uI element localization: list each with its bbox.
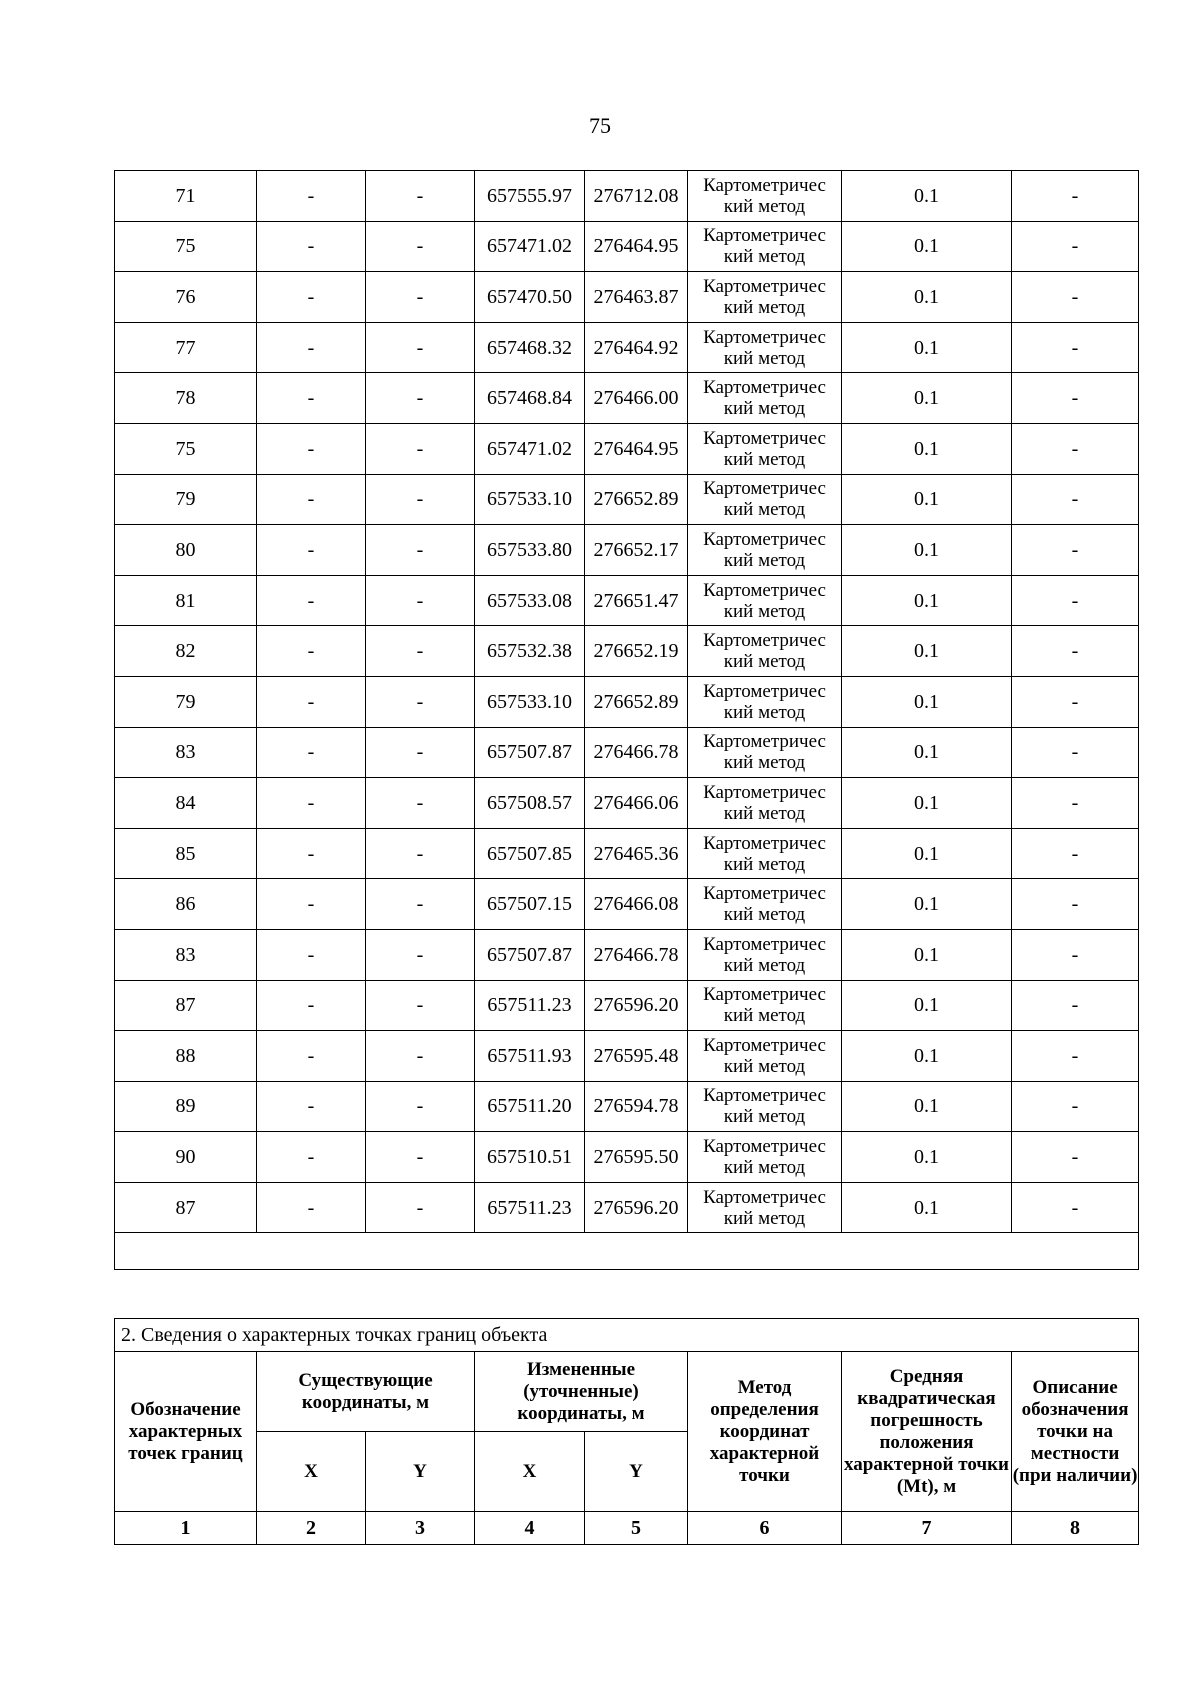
mt-cell: 0.1 [842,1081,1012,1132]
column-number: 4 [475,1512,585,1545]
existing-x-cell: - [257,828,366,879]
table-row [115,474,1139,525]
x-coordinate-cell: 657507.15 [475,879,585,930]
existing-x-cell: - [257,171,366,222]
x-coordinate-cell: 657533.10 [475,474,585,525]
point-number-cell: 75 [115,423,257,474]
method-cell: Картометричес кий метод [688,626,842,677]
existing-y-cell: - [366,778,475,829]
column-number: 7 [842,1512,1012,1545]
existing-y-cell: - [366,1081,475,1132]
y-coordinate-cell: 276651.47 [585,575,688,626]
point-number-cell: 85 [115,828,257,879]
y-coordinate-cell: 276596.20 [585,1182,688,1233]
y-coordinate-cell: 276595.48 [585,1031,688,1082]
point-number-cell: 75 [115,221,257,272]
existing-x-cell: - [257,1031,366,1082]
table-row [115,272,1139,323]
existing-y-cell: - [366,171,475,222]
coordinates-table [114,170,1139,1270]
point-number-cell: 78 [115,373,257,424]
table-row [115,879,1139,930]
header-changed-coordinates: Измененные (уточненные) координаты, м [475,1352,688,1432]
description-cell: - [1012,778,1139,829]
description-cell: - [1012,828,1139,879]
y-coordinate-cell: 276464.95 [585,221,688,272]
mt-cell: 0.1 [842,626,1012,677]
method-cell: Картометричес кий метод [688,272,842,323]
x-coordinate-cell: 657471.02 [475,221,585,272]
mt-cell: 0.1 [842,575,1012,626]
existing-y-cell: - [366,373,475,424]
method-cell: Картометричес кий метод [688,322,842,373]
header-method: Метод определения координат характерной точки [688,1352,842,1512]
x-coordinate-cell: 657507.87 [475,929,585,980]
existing-x-cell: - [257,221,366,272]
table-row [115,575,1139,626]
description-cell: - [1012,879,1139,930]
description-cell: - [1012,171,1139,222]
description-cell: - [1012,1081,1139,1132]
method-cell: Картометричес кий метод [688,929,842,980]
existing-y-cell: - [366,879,475,930]
y-coordinate-cell: 276712.08 [585,171,688,222]
existing-y-cell: - [366,828,475,879]
point-number-cell: 77 [115,322,257,373]
existing-x-cell: - [257,423,366,474]
method-cell: Картометричес кий метод [688,221,842,272]
existing-x-cell: - [257,1132,366,1183]
table-row [115,980,1139,1031]
method-cell: Картометричес кий метод [688,980,842,1031]
mt-cell: 0.1 [842,778,1012,829]
existing-x-cell: - [257,1081,366,1132]
existing-x-cell: - [257,676,366,727]
description-cell: - [1012,272,1139,323]
method-cell: Картометричес кий метод [688,727,842,778]
page-number: 75 [589,113,611,138]
point-number-cell: 83 [115,929,257,980]
y-coordinate-cell: 276466.78 [585,929,688,980]
mt-cell: 0.1 [842,929,1012,980]
boundary-points-table [114,1318,1139,1545]
existing-y-cell: - [366,423,475,474]
point-number-cell: 79 [115,676,257,727]
x-coordinate-cell: 657533.80 [475,525,585,576]
x-coordinate-cell: 657471.02 [475,423,585,474]
x-coordinate-cell: 657468.32 [475,322,585,373]
table-row [115,1132,1139,1183]
column-number: 8 [1012,1512,1139,1545]
description-cell: - [1012,575,1139,626]
y-coordinate-cell: 276652.19 [585,626,688,677]
header-changed-x: X [475,1432,585,1512]
existing-x-cell: - [257,879,366,930]
existing-y-cell: - [366,1132,475,1183]
existing-x-cell: - [257,575,366,626]
column-number: 1 [115,1512,257,1545]
method-cell: Картометричес кий метод [688,1132,842,1183]
mt-cell: 0.1 [842,980,1012,1031]
x-coordinate-cell: 657511.20 [475,1081,585,1132]
header-existing-x: X [257,1432,366,1512]
table-row [115,1031,1139,1082]
table-row [115,373,1139,424]
point-number-cell: 83 [115,727,257,778]
method-cell: Картометричес кий метод [688,575,842,626]
x-coordinate-cell: 657532.38 [475,626,585,677]
y-coordinate-cell: 276652.89 [585,676,688,727]
existing-x-cell: - [257,322,366,373]
x-coordinate-cell: 657511.23 [475,1182,585,1233]
method-cell: Картометричес кий метод [688,778,842,829]
point-number-cell: 88 [115,1031,257,1082]
method-cell: Картометричес кий метод [688,1081,842,1132]
mt-cell: 0.1 [842,525,1012,576]
description-cell: - [1012,727,1139,778]
existing-x-cell: - [257,1182,366,1233]
existing-y-cell: - [366,929,475,980]
description-cell: - [1012,423,1139,474]
existing-x-cell: - [257,626,366,677]
mt-cell: 0.1 [842,322,1012,373]
description-cell: - [1012,676,1139,727]
point-number-cell: 86 [115,879,257,930]
description-cell: - [1012,221,1139,272]
method-cell: Картометричес кий метод [688,474,842,525]
table-row [115,525,1139,576]
y-coordinate-cell: 276652.17 [585,525,688,576]
existing-y-cell: - [366,1182,475,1233]
point-number-cell: 79 [115,474,257,525]
coordinates-table-body [115,171,1139,1270]
existing-x-cell: - [257,373,366,424]
x-coordinate-cell: 657507.85 [475,828,585,879]
existing-y-cell: - [366,322,475,373]
mt-cell: 0.1 [842,221,1012,272]
y-coordinate-cell: 276464.95 [585,423,688,474]
table-row [115,727,1139,778]
mt-cell: 0.1 [842,171,1012,222]
point-number-cell: 76 [115,272,257,323]
table-row [115,626,1139,677]
point-number-cell: 71 [115,171,257,222]
x-coordinate-cell: 657468.84 [475,373,585,424]
y-coordinate-cell: 276466.00 [585,373,688,424]
existing-x-cell: - [257,727,366,778]
y-coordinate-cell: 276464.92 [585,322,688,373]
method-cell: Картометричес кий метод [688,676,842,727]
existing-y-cell: - [366,575,475,626]
point-number-cell: 87 [115,980,257,1031]
existing-x-cell: - [257,929,366,980]
x-coordinate-cell: 657507.87 [475,727,585,778]
point-number-cell: 87 [115,1182,257,1233]
description-cell: - [1012,626,1139,677]
method-cell: Картометричес кий метод [688,1031,842,1082]
mt-cell: 0.1 [842,474,1012,525]
description-cell: - [1012,474,1139,525]
mt-cell: 0.1 [842,1182,1012,1233]
y-coordinate-cell: 276596.20 [585,980,688,1031]
description-cell: - [1012,1132,1139,1183]
x-coordinate-cell: 657470.50 [475,272,585,323]
existing-y-cell: - [366,727,475,778]
table-row [115,221,1139,272]
existing-x-cell: - [257,980,366,1031]
y-coordinate-cell: 276594.78 [585,1081,688,1132]
description-cell: - [1012,373,1139,424]
header-existing-y: Y [366,1432,475,1512]
header-existing-coordinates: Существующие координаты, м [257,1352,475,1432]
description-cell: - [1012,1182,1139,1233]
header-description: Описание обозначения точки на местности (при наличии) [1012,1352,1139,1512]
table-row [115,828,1139,879]
description-cell: - [1012,929,1139,980]
y-coordinate-cell: 276466.06 [585,778,688,829]
existing-y-cell: - [366,221,475,272]
mt-cell: 0.1 [842,1031,1012,1082]
mt-cell: 0.1 [842,423,1012,474]
x-coordinate-cell: 657533.08 [475,575,585,626]
column-number: 2 [257,1512,366,1545]
description-cell: - [1012,1031,1139,1082]
existing-y-cell: - [366,1031,475,1082]
y-coordinate-cell: 276652.89 [585,474,688,525]
x-coordinate-cell: 657511.23 [475,980,585,1031]
table-row [115,423,1139,474]
y-coordinate-cell: 276595.50 [585,1132,688,1183]
existing-x-cell: - [257,272,366,323]
mt-cell: 0.1 [842,1132,1012,1183]
method-cell: Картометричес кий метод [688,879,842,930]
point-number-cell: 90 [115,1132,257,1183]
mt-cell: 0.1 [842,272,1012,323]
mt-cell: 0.1 [842,373,1012,424]
x-coordinate-cell: 657555.97 [475,171,585,222]
table-row [115,1182,1139,1233]
header-point: Обозначение характерных точек границ [115,1352,257,1512]
point-number-cell: 89 [115,1081,257,1132]
point-number-cell: 80 [115,525,257,576]
mt-cell: 0.1 [842,727,1012,778]
existing-y-cell: - [366,626,475,677]
mt-cell: 0.1 [842,879,1012,930]
point-number-cell: 82 [115,626,257,677]
y-coordinate-cell: 276463.87 [585,272,688,323]
x-coordinate-cell: 657508.57 [475,778,585,829]
existing-y-cell: - [366,525,475,576]
y-coordinate-cell: 276466.78 [585,727,688,778]
empty-cell [115,1233,1139,1270]
x-coordinate-cell: 657533.10 [475,676,585,727]
existing-y-cell: - [366,272,475,323]
method-cell: Картометричес кий метод [688,1182,842,1233]
existing-y-cell: - [366,474,475,525]
column-number: 5 [585,1512,688,1545]
description-cell: - [1012,980,1139,1031]
column-number: 6 [688,1512,842,1545]
point-number-cell: 81 [115,575,257,626]
mt-cell: 0.1 [842,676,1012,727]
method-cell: Картометричес кий метод [688,525,842,576]
description-cell: - [1012,322,1139,373]
table-row [115,778,1139,829]
existing-x-cell: - [257,778,366,829]
table-row [115,322,1139,373]
y-coordinate-cell: 276466.08 [585,879,688,930]
column-number: 3 [366,1512,475,1545]
point-number-cell: 84 [115,778,257,829]
method-cell: Картометричес кий метод [688,423,842,474]
existing-x-cell: - [257,525,366,576]
table-row [115,676,1139,727]
method-cell: Картометричес кий метод [688,828,842,879]
x-coordinate-cell: 657510.51 [475,1132,585,1183]
y-coordinate-cell: 276465.36 [585,828,688,879]
header-changed-y: Y [585,1432,688,1512]
method-cell: Картометричес кий метод [688,171,842,222]
method-cell: Картометричес кий метод [688,373,842,424]
existing-y-cell: - [366,980,475,1031]
table-row [115,171,1139,222]
table-row [115,929,1139,980]
existing-y-cell: - [366,676,475,727]
section-caption: 2. Сведения о характерных точках границ объекта [115,1319,1139,1352]
description-cell: - [1012,525,1139,576]
header-mt: Средняя квадратическая погрешность положения характерной точки (Mt), м [842,1352,1012,1512]
x-coordinate-cell: 657511.93 [475,1031,585,1082]
mt-cell: 0.1 [842,828,1012,879]
table-row [115,1081,1139,1132]
existing-x-cell: - [257,474,366,525]
empty-row [115,1233,1139,1270]
